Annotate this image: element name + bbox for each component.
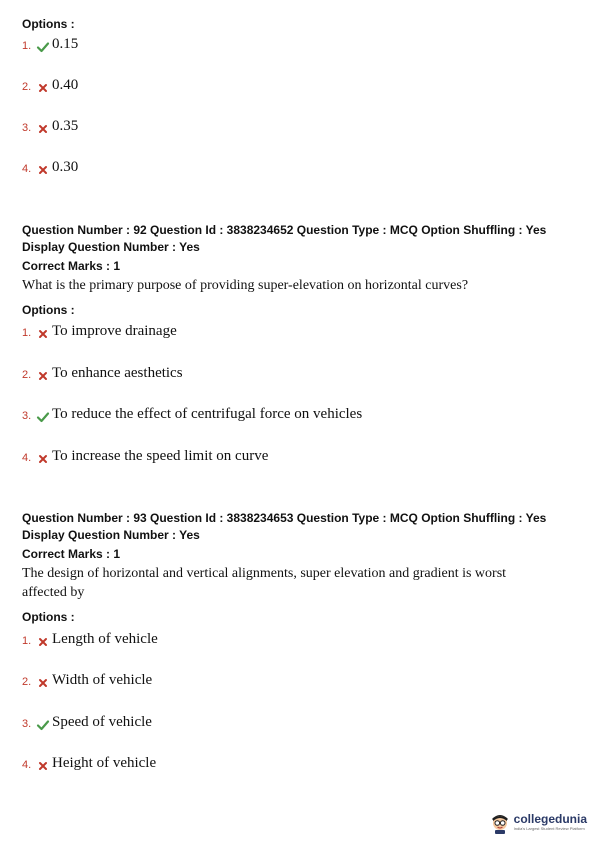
cross-icon (36, 122, 50, 136)
cross-icon (36, 676, 50, 690)
option-number: 3. (22, 410, 32, 422)
option-item (22, 752, 156, 772)
check-icon (36, 40, 50, 54)
option-text: 0.30 (52, 159, 79, 175)
option-text: To enhance aesthetics (52, 365, 183, 381)
question-text (22, 564, 582, 602)
option-item (22, 628, 158, 648)
option-number: 1. (22, 40, 32, 52)
cross-icon (36, 369, 50, 383)
check-icon (36, 718, 50, 732)
option-text: To increase the speed limit on curve (52, 448, 269, 464)
question-header-line: Question Number : 93 Question Id : 3838234653 Question Type : MCQ Option Shuffling : Yes (22, 511, 547, 525)
option-text: Width of vehicle (52, 672, 153, 688)
option-text: To improve drainage (52, 323, 177, 339)
option-number: 2. (22, 369, 32, 381)
option-number: 2. (22, 676, 32, 688)
question-header-line: Question Number : 92 Question Id : 3838234652 Question Type : MCQ Option Shuffling : Yes (22, 223, 547, 237)
option-item (22, 115, 78, 135)
option-item (22, 403, 362, 423)
option-number: 1. (22, 327, 32, 339)
question-text-line: affected by (22, 585, 85, 600)
option-item (22, 445, 268, 465)
options-label: Options : (22, 303, 75, 317)
option-number: 1. (22, 635, 32, 647)
cross-icon (36, 81, 50, 95)
check-icon (36, 410, 50, 424)
option-number: 4. (22, 163, 32, 175)
option-item (22, 362, 183, 382)
option-text: 0.15 (52, 36, 79, 52)
question-header (22, 222, 582, 256)
options-label: Options : (22, 610, 75, 624)
question-text-line: The design of horizontal and vertical alignments, super elevation and gradient is worst (22, 566, 507, 581)
question-header-line: Display Question Number : Yes (22, 240, 200, 254)
option-item (22, 74, 78, 94)
cross-icon (36, 327, 50, 341)
option-item (22, 711, 152, 731)
question-header-line: Display Question Number : Yes (22, 528, 200, 542)
option-text: Length of vehicle (52, 631, 158, 647)
option-text: Speed of vehicle (52, 714, 152, 730)
option-number: 4. (22, 759, 32, 771)
option-number: 4. (22, 452, 32, 464)
option-number: 3. (22, 122, 32, 134)
cross-icon (36, 163, 50, 177)
option-text: 0.35 (52, 118, 79, 134)
question-header (22, 510, 582, 544)
collegedunia-logo (489, 810, 587, 834)
option-text: 0.40 (52, 77, 79, 93)
option-number: 3. (22, 718, 32, 730)
cross-icon (36, 635, 50, 649)
cross-icon (36, 452, 50, 466)
option-text: To reduce the effect of centrifugal force on vehicles (52, 406, 363, 422)
options-label: Options : (22, 17, 75, 31)
option-item (22, 33, 78, 53)
cross-icon (36, 759, 50, 773)
option-item (22, 669, 152, 689)
correct-marks: Correct Marks : 1 (22, 547, 121, 561)
mascot-icon (489, 810, 511, 834)
option-text: Height of vehicle (52, 755, 157, 771)
option-item (22, 156, 78, 176)
logo-tagline: India's Largest Student Review Platform (513, 825, 585, 831)
question-text: What is the primary purpose of providing super-elevation on horizontal curves? (22, 278, 469, 293)
logo-name: collegedunia (513, 811, 587, 826)
correct-marks: Correct Marks : 1 (22, 259, 121, 273)
option-item (22, 320, 177, 340)
option-number: 2. (22, 81, 32, 93)
